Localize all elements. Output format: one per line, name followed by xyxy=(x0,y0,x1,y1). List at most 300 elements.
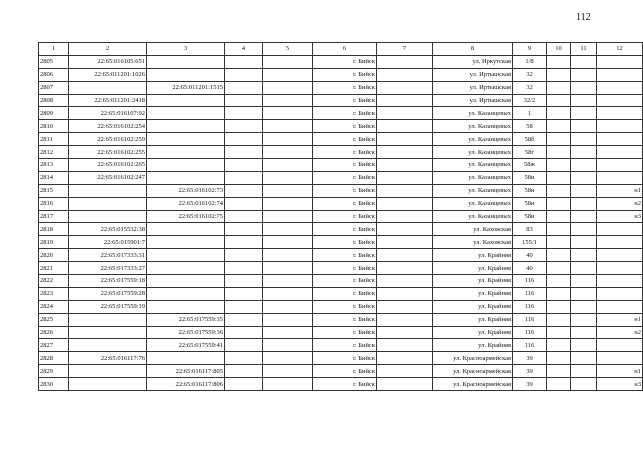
cell-col-10 xyxy=(547,236,571,249)
cell-col-4 xyxy=(225,352,263,365)
cell-cadastral-number-premises xyxy=(147,275,225,288)
cell-row-number: 2810 xyxy=(39,120,69,133)
cell-col-11 xyxy=(571,287,597,300)
cell-premises-number xyxy=(597,275,643,288)
cell-house-number: 155/1 xyxy=(513,236,547,249)
cell-premises-number: н1 xyxy=(597,184,643,197)
cell-col-11 xyxy=(571,378,597,391)
cell-col-5 xyxy=(263,107,313,120)
cell-col-11 xyxy=(571,365,597,378)
cell-col-11 xyxy=(571,68,597,81)
cell-col-11 xyxy=(571,210,597,223)
cell-col-11 xyxy=(571,326,597,339)
cell-premises-number xyxy=(597,262,643,275)
cell-premises-number xyxy=(597,300,643,313)
cell-col-10 xyxy=(547,339,571,352)
cell-col-5 xyxy=(263,313,313,326)
cell-col-7 xyxy=(377,275,433,288)
cell-col-5 xyxy=(263,146,313,159)
table-row xyxy=(39,107,643,120)
table-row xyxy=(39,365,643,378)
cell-cadastral-number-land: 22:65:015532:38 xyxy=(69,223,147,236)
cell-cadastral-number-land: 22:65:016107:92 xyxy=(69,107,147,120)
cell-street: ул. Иркутская xyxy=(433,55,513,68)
cell-col-7 xyxy=(377,68,433,81)
cell-cadastral-number-land: 22:65:017559:28 xyxy=(69,287,147,300)
cell-premises-number xyxy=(597,236,643,249)
cell-col-5 xyxy=(263,249,313,262)
table-row xyxy=(39,55,643,68)
cell-col-7 xyxy=(377,55,433,68)
table-row xyxy=(39,120,643,133)
table-row xyxy=(39,171,643,184)
cell-premises-number xyxy=(597,171,643,184)
cell-col-4 xyxy=(225,197,263,210)
cell-col-5 xyxy=(263,352,313,365)
cell-city: г. Бийск xyxy=(313,184,377,197)
cell-cadastral-number-land xyxy=(69,339,147,352)
cell-cadastral-number-premises xyxy=(147,300,225,313)
cell-col-11 xyxy=(571,352,597,365)
cell-col-5 xyxy=(263,275,313,288)
cell-city: г. Бийск xyxy=(313,300,377,313)
cell-street: ул. Иртышская xyxy=(433,81,513,94)
cell-cadastral-number-land: 22:65:016102:255 xyxy=(69,146,147,159)
cell-col-11 xyxy=(571,107,597,120)
cell-street: ул. Казанцевых xyxy=(433,210,513,223)
cell-city: г. Бийск xyxy=(313,94,377,107)
column-header-9: 9 xyxy=(513,43,547,56)
cell-col-11 xyxy=(571,236,597,249)
cell-city: г. Бийск xyxy=(313,275,377,288)
cell-col-10 xyxy=(547,352,571,365)
cell-col-11 xyxy=(571,339,597,352)
cell-city: г. Бийск xyxy=(313,313,377,326)
cell-col-10 xyxy=(547,378,571,391)
cell-cadastral-number-premises xyxy=(147,107,225,120)
cell-col-7 xyxy=(377,313,433,326)
table-body xyxy=(39,55,643,390)
cell-col-10 xyxy=(547,300,571,313)
cell-cadastral-number-premises: 22:65:016102:73 xyxy=(147,184,225,197)
cell-col-11 xyxy=(571,197,597,210)
cell-col-11 xyxy=(571,300,597,313)
cell-premises-number xyxy=(597,107,643,120)
cell-house-number: 83 xyxy=(513,223,547,236)
cell-city: г. Бийск xyxy=(313,262,377,275)
cell-premises-number: н1 xyxy=(597,365,643,378)
cell-house-number: 39 xyxy=(513,365,547,378)
registry-table xyxy=(38,42,643,391)
cell-city: г. Бийск xyxy=(313,236,377,249)
cell-row-number: 2823 xyxy=(39,287,69,300)
cell-street: ул. Казанцевых xyxy=(433,120,513,133)
cell-row-number: 2825 xyxy=(39,313,69,326)
column-header-12: 12 xyxy=(597,43,643,56)
cell-street: ул. Крайняя xyxy=(433,275,513,288)
cell-street: ул. Крайняя xyxy=(433,287,513,300)
table-row xyxy=(39,236,643,249)
column-header-5: 5 xyxy=(263,43,313,56)
cell-city: г. Бийск xyxy=(313,68,377,81)
cell-col-4 xyxy=(225,107,263,120)
cell-col-4 xyxy=(225,210,263,223)
cell-cadastral-number-premises: 22:65:016117:806 xyxy=(147,378,225,391)
cell-city: г. Бийск xyxy=(313,107,377,120)
cell-premises-number xyxy=(597,55,643,68)
cell-row-number: 2822 xyxy=(39,275,69,288)
cell-premises-number: н2 xyxy=(597,197,643,210)
column-header-2: 2 xyxy=(69,43,147,56)
cell-row-number: 2812 xyxy=(39,146,69,159)
cell-col-10 xyxy=(547,275,571,288)
cell-row-number: 2808 xyxy=(39,94,69,107)
cell-cadastral-number-premises: 22:65:017559:35 xyxy=(147,313,225,326)
cell-cadastral-number-land: 22:65:016102:259 xyxy=(69,133,147,146)
cell-col-5 xyxy=(263,94,313,107)
cell-col-11 xyxy=(571,55,597,68)
cell-cadastral-number-land: 22:65:017559:19 xyxy=(69,300,147,313)
cell-col-7 xyxy=(377,94,433,107)
cell-col-11 xyxy=(571,171,597,184)
cell-street: ул. Красноармейская xyxy=(433,352,513,365)
table-row xyxy=(39,300,643,313)
cell-col-4 xyxy=(225,236,263,249)
column-header-8: 8 xyxy=(433,43,513,56)
cell-col-10 xyxy=(547,159,571,172)
table-row xyxy=(39,326,643,339)
cell-row-number: 2805 xyxy=(39,55,69,68)
cell-row-number: 2813 xyxy=(39,159,69,172)
cell-house-number: 58и xyxy=(513,210,547,223)
cell-cadastral-number-land: 22:65:016102:247 xyxy=(69,171,147,184)
cell-col-4 xyxy=(225,262,263,275)
cell-cadastral-number-land xyxy=(69,326,147,339)
cell-row-number: 2830 xyxy=(39,378,69,391)
cell-col-5 xyxy=(263,287,313,300)
cell-col-4 xyxy=(225,313,263,326)
cell-house-number: 58и xyxy=(513,197,547,210)
cell-col-7 xyxy=(377,197,433,210)
cell-col-4 xyxy=(225,339,263,352)
cell-col-10 xyxy=(547,120,571,133)
cell-house-number: 58и xyxy=(513,171,547,184)
cell-street: ул. Каховская xyxy=(433,236,513,249)
table-row xyxy=(39,249,643,262)
cell-cadastral-number-premises xyxy=(147,249,225,262)
cell-col-4 xyxy=(225,300,263,313)
cell-street: ул. Казанцевых xyxy=(433,146,513,159)
cell-cadastral-number-premises: 22:65:017559:36 xyxy=(147,326,225,339)
cell-cadastral-number-land xyxy=(69,210,147,223)
cell-col-11 xyxy=(571,81,597,94)
cell-col-5 xyxy=(263,365,313,378)
cell-house-number: 116 xyxy=(513,300,547,313)
cell-col-10 xyxy=(547,55,571,68)
cell-city: г. Бийск xyxy=(313,120,377,133)
cell-col-11 xyxy=(571,133,597,146)
cell-col-11 xyxy=(571,249,597,262)
table-row xyxy=(39,159,643,172)
cell-cadastral-number-land: 22:65:017333:27 xyxy=(69,262,147,275)
cell-house-number: 32 xyxy=(513,68,547,81)
column-header-1: 1 xyxy=(39,43,69,56)
cell-col-7 xyxy=(377,287,433,300)
cell-col-10 xyxy=(547,171,571,184)
cell-row-number: 2826 xyxy=(39,326,69,339)
cell-row-number: 2807 xyxy=(39,81,69,94)
cell-premises-number: н3 xyxy=(597,210,643,223)
cell-col-7 xyxy=(377,120,433,133)
cell-col-4 xyxy=(225,378,263,391)
cell-cadastral-number-premises: 22:65:017559:41 xyxy=(147,339,225,352)
cell-premises-number xyxy=(597,339,643,352)
cell-col-7 xyxy=(377,210,433,223)
cell-col-4 xyxy=(225,120,263,133)
cell-col-7 xyxy=(377,249,433,262)
cell-cadastral-number-land: 22:65:016105:651 xyxy=(69,55,147,68)
cell-city: г. Бийск xyxy=(313,287,377,300)
cell-cadastral-number-premises xyxy=(147,94,225,107)
cell-street: ул. Крайняя xyxy=(433,300,513,313)
column-header-11: 11 xyxy=(571,43,597,56)
table-row xyxy=(39,133,643,146)
cell-col-10 xyxy=(547,68,571,81)
cell-premises-number: н2 xyxy=(597,326,643,339)
table-row xyxy=(39,339,643,352)
cell-col-4 xyxy=(225,94,263,107)
cell-cadastral-number-land xyxy=(69,378,147,391)
cell-col-10 xyxy=(547,107,571,120)
cell-row-number: 2816 xyxy=(39,197,69,210)
cell-house-number: 39 xyxy=(513,352,547,365)
cell-cadastral-number-premises xyxy=(147,133,225,146)
cell-premises-number xyxy=(597,68,643,81)
cell-premises-number xyxy=(597,146,643,159)
table-row xyxy=(39,352,643,365)
cell-street: ул. Каховская xyxy=(433,223,513,236)
cell-premises-number xyxy=(597,133,643,146)
cell-city: г. Бийск xyxy=(313,159,377,172)
cell-street: ул. Крайняя xyxy=(433,339,513,352)
cell-col-4 xyxy=(225,287,263,300)
cell-city: г. Бийск xyxy=(313,171,377,184)
cell-col-7 xyxy=(377,339,433,352)
cell-col-4 xyxy=(225,81,263,94)
table-row xyxy=(39,313,643,326)
cell-col-5 xyxy=(263,55,313,68)
cell-row-number: 2824 xyxy=(39,300,69,313)
cell-col-7 xyxy=(377,300,433,313)
cell-cadastral-number-premises xyxy=(147,262,225,275)
cell-city: г. Бийск xyxy=(313,326,377,339)
cell-col-4 xyxy=(225,171,263,184)
cell-cadastral-number-premises: 22:65:011201:1515 xyxy=(147,81,225,94)
table-row xyxy=(39,275,643,288)
cell-city: г. Бийск xyxy=(313,55,377,68)
cell-house-number: 116 xyxy=(513,326,547,339)
cell-col-5 xyxy=(263,133,313,146)
cell-premises-number xyxy=(597,287,643,300)
cell-col-7 xyxy=(377,184,433,197)
cell-cadastral-number-premises xyxy=(147,236,225,249)
cell-col-5 xyxy=(263,210,313,223)
table-row xyxy=(39,210,643,223)
cell-col-4 xyxy=(225,223,263,236)
cell-col-5 xyxy=(263,223,313,236)
cell-cadastral-number-land: 22:65:016117:76 xyxy=(69,352,147,365)
cell-row-number: 2814 xyxy=(39,171,69,184)
cell-row-number: 2811 xyxy=(39,133,69,146)
cell-house-number: 58 xyxy=(513,120,547,133)
cell-house-number: 58г xyxy=(513,146,547,159)
table-row xyxy=(39,146,643,159)
cell-street: ул. Казанцевых xyxy=(433,184,513,197)
cell-col-10 xyxy=(547,210,571,223)
cell-col-7 xyxy=(377,133,433,146)
cell-street: ул. Иртышская xyxy=(433,68,513,81)
cell-col-4 xyxy=(225,365,263,378)
cell-cadastral-number-land: 22:65:017559:18 xyxy=(69,275,147,288)
cell-col-7 xyxy=(377,146,433,159)
cell-col-5 xyxy=(263,339,313,352)
cell-cadastral-number-land: 22:65:011201:2418 xyxy=(69,94,147,107)
cell-col-7 xyxy=(377,107,433,120)
cell-street: ул. Казанцевых xyxy=(433,159,513,172)
cell-row-number: 2821 xyxy=(39,262,69,275)
cell-city: г. Бийск xyxy=(313,223,377,236)
cell-col-4 xyxy=(225,184,263,197)
column-header-6: 6 xyxy=(313,43,377,56)
cell-col-5 xyxy=(263,300,313,313)
cell-col-5 xyxy=(263,262,313,275)
cell-row-number: 2818 xyxy=(39,223,69,236)
cell-premises-number xyxy=(597,352,643,365)
cell-street: ул. Красноармейская xyxy=(433,378,513,391)
cell-house-number: 1 xyxy=(513,107,547,120)
cell-col-11 xyxy=(571,275,597,288)
cell-col-4 xyxy=(225,146,263,159)
table-row xyxy=(39,68,643,81)
cell-col-4 xyxy=(225,159,263,172)
cell-col-11 xyxy=(571,159,597,172)
cell-cadastral-number-premises xyxy=(147,146,225,159)
cell-cadastral-number-premises xyxy=(147,55,225,68)
cell-col-10 xyxy=(547,197,571,210)
cell-col-7 xyxy=(377,352,433,365)
cell-street: ул. Крайняя xyxy=(433,262,513,275)
cell-col-11 xyxy=(571,184,597,197)
table-row xyxy=(39,287,643,300)
cell-col-5 xyxy=(263,81,313,94)
cell-premises-number xyxy=(597,94,643,107)
cell-col-7 xyxy=(377,378,433,391)
cell-col-5 xyxy=(263,184,313,197)
cell-cadastral-number-premises: 22:65:016117:805 xyxy=(147,365,225,378)
cell-house-number: 1/8 xyxy=(513,55,547,68)
cell-col-5 xyxy=(263,171,313,184)
cell-col-5 xyxy=(263,197,313,210)
cell-house-number: 116 xyxy=(513,275,547,288)
cell-col-11 xyxy=(571,262,597,275)
cell-col-10 xyxy=(547,133,571,146)
column-header-7: 7 xyxy=(377,43,433,56)
cell-cadastral-number-land xyxy=(69,197,147,210)
column-header-10: 10 xyxy=(547,43,571,56)
table-row xyxy=(39,223,643,236)
cell-cadastral-number-premises xyxy=(147,171,225,184)
cell-row-number: 2817 xyxy=(39,210,69,223)
cell-premises-number xyxy=(597,223,643,236)
cell-cadastral-number-land: 22:65:015901:7 xyxy=(69,236,147,249)
table-row xyxy=(39,262,643,275)
cell-street: ул. Красноармейская xyxy=(433,365,513,378)
cell-premises-number: н3 xyxy=(597,378,643,391)
cell-col-4 xyxy=(225,68,263,81)
cell-city: г. Бийск xyxy=(313,339,377,352)
cell-city: г. Бийск xyxy=(313,81,377,94)
cell-cadastral-number-premises xyxy=(147,120,225,133)
cell-col-11 xyxy=(571,94,597,107)
cell-city: г. Бийск xyxy=(313,197,377,210)
column-header-4: 4 xyxy=(225,43,263,56)
cell-cadastral-number-land xyxy=(69,184,147,197)
cell-col-11 xyxy=(571,313,597,326)
cell-cadastral-number-land: 22:65:017333:31 xyxy=(69,249,147,262)
cell-premises-number xyxy=(597,120,643,133)
cell-col-5 xyxy=(263,68,313,81)
cell-premises-number: н1 xyxy=(597,313,643,326)
cell-row-number: 2828 xyxy=(39,352,69,365)
cell-row-number: 2827 xyxy=(39,339,69,352)
cell-cadastral-number-land xyxy=(69,81,147,94)
cell-house-number: 116 xyxy=(513,287,547,300)
cell-row-number: 2809 xyxy=(39,107,69,120)
cell-street: ул. Казанцевых xyxy=(433,197,513,210)
cell-street: ул. Иртышская xyxy=(433,94,513,107)
cell-col-5 xyxy=(263,236,313,249)
cell-col-11 xyxy=(571,120,597,133)
cell-col-10 xyxy=(547,326,571,339)
cell-col-10 xyxy=(547,81,571,94)
cell-city: г. Бийск xyxy=(313,249,377,262)
cell-house-number: 32/2 xyxy=(513,94,547,107)
page-number: 112 xyxy=(576,12,591,23)
cell-row-number: 2820 xyxy=(39,249,69,262)
cell-col-4 xyxy=(225,275,263,288)
cell-row-number: 2829 xyxy=(39,365,69,378)
cell-col-10 xyxy=(547,313,571,326)
cell-house-number: 58ж xyxy=(513,159,547,172)
cell-col-10 xyxy=(547,184,571,197)
table-row xyxy=(39,378,643,391)
cell-city: г. Бийск xyxy=(313,378,377,391)
cell-city: г. Бийск xyxy=(313,352,377,365)
table-row xyxy=(39,94,643,107)
cell-row-number: 2815 xyxy=(39,184,69,197)
cell-col-10 xyxy=(547,287,571,300)
cell-col-7 xyxy=(377,159,433,172)
cell-street: ул. Крайняя xyxy=(433,326,513,339)
cell-col-10 xyxy=(547,249,571,262)
cell-city: г. Бийск xyxy=(313,146,377,159)
cell-premises-number xyxy=(597,81,643,94)
cell-cadastral-number-land: 22:65:016102:265 xyxy=(69,159,147,172)
cell-col-7 xyxy=(377,223,433,236)
cell-row-number: 2819 xyxy=(39,236,69,249)
column-header-3: 3 xyxy=(147,43,225,56)
cell-cadastral-number-premises xyxy=(147,352,225,365)
